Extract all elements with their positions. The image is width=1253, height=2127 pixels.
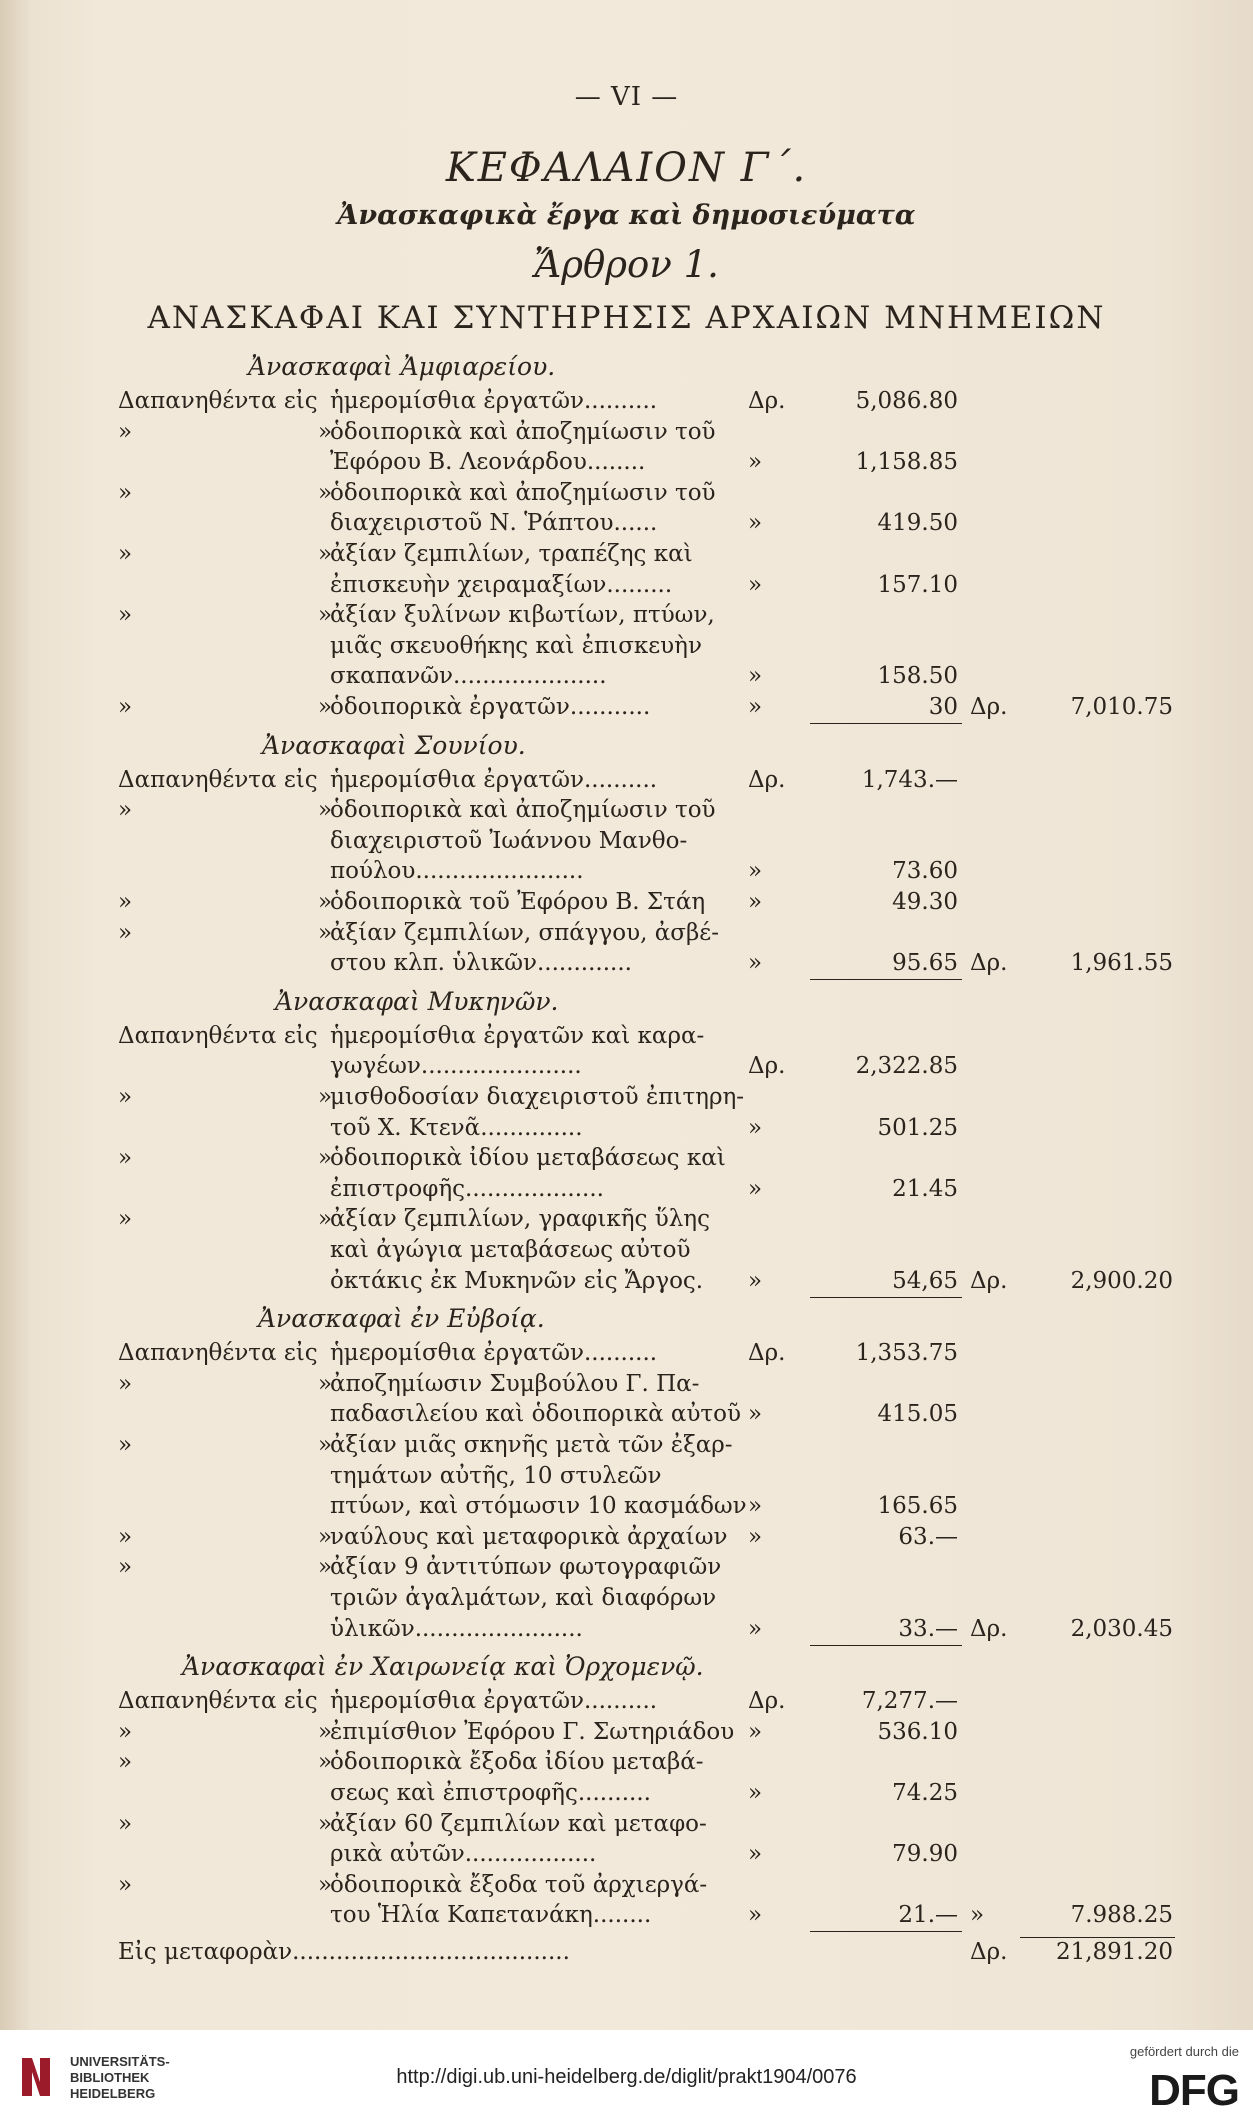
total-currency: » [970, 1902, 985, 1929]
row-description: του Ἡλία Καπετανάκη........ [330, 1902, 652, 1929]
row-description: ὁδοιπορικὰ καὶ ἀποζημίωσιν τοῦ [330, 797, 716, 824]
section-title: Ἀνασκαφαὶ Σουνίου. [262, 730, 526, 760]
item-amount: 63.— [898, 1523, 958, 1550]
row-description: ἀξίαν ζεμπιλίων, τραπέζης καὶ [330, 541, 693, 567]
item-amount: 419.50 [877, 510, 958, 537]
ledger-row [0, 1206, 1253, 1236]
item-amount: 79.90 [892, 1841, 958, 1868]
item-amount: 536.10 [877, 1718, 958, 1745]
row-label: » [118, 541, 133, 567]
row-description: τοῦ Χ. Κτενᾶ.............. [330, 1114, 583, 1141]
ditto-mark: » [318, 919, 333, 946]
row-description: ρικὰ αὐτῶν.................. [330, 1841, 597, 1868]
row-label: Δαπανηθέντα εἰς [118, 388, 318, 414]
row-description: ἀξίαν ζεμπιλίων, σπάγγου, ἀσβέ- [330, 919, 719, 946]
currency-mark: » [748, 1114, 763, 1141]
chapter-title: ΚΕΦΑΛΑΙΟΝ Γ΄. [445, 145, 808, 191]
row-label: Δαπανηθέντα εἰς [118, 1340, 318, 1367]
carry-forward-label: Εἰς μεταφορὰν...................................... [118, 1939, 570, 1965]
currency-mark: » [748, 571, 763, 598]
item-amount: 415.05 [877, 1401, 958, 1428]
ledger-row [0, 602, 1253, 632]
ledger-row [0, 767, 1253, 797]
ledger-row [0, 1176, 1253, 1206]
chapter-subtitle: Ἀνασκαφικὰ ἔργα καὶ δημοσιεύματα [337, 200, 916, 231]
section-title: Ἀνασκαφαὶ Μυκηνῶν. [275, 986, 559, 1016]
row-label: » [118, 919, 133, 946]
ledger-row [0, 1524, 1253, 1554]
ledger-row [0, 510, 1253, 540]
section-title: Ἀνασκαφαὶ Ἀμφιαρείου. [248, 352, 556, 381]
dfg-logo: DFG [1149, 2066, 1239, 2115]
ledger-row [0, 1719, 1253, 1749]
item-amount: 21.— [898, 1902, 958, 1929]
row-label: Δαπανηθέντα εἰς [118, 1022, 318, 1049]
ledger-row [0, 889, 1253, 919]
row-description: καὶ ἀγώγια μεταβάσεως αὐτοῦ [330, 1237, 691, 1263]
row-label: » [118, 1749, 133, 1776]
item-amount: 49.30 [892, 889, 958, 915]
ditto-mark: » [318, 694, 333, 720]
row-description: ἀξίαν ξυλίνων κιβωτίων, πτύων, [330, 602, 715, 629]
ledger-row [0, 1463, 1253, 1493]
item-amount: 1,743.— [861, 766, 958, 793]
page-number: — VI — [574, 82, 679, 112]
item-amount: 21.45 [892, 1175, 958, 1202]
row-description: ὁδοιπορικὰ ἰδίου μεταβάσεως καὶ [330, 1145, 726, 1172]
ditto-mark: » [318, 541, 333, 567]
row-description: ἐπιμίσθιον Ἐφόρου Γ. Σωτηριάδου [330, 1718, 735, 1745]
row-description: ἡμερομίσθια ἐργατῶν καὶ καρα- [330, 1022, 705, 1049]
currency-mark: Δρ. [748, 766, 786, 793]
carry-forward-currency: Δρ. [970, 1939, 1008, 1965]
main-heading: ΑΝΑΣΚΑΦΑΙ ΚΑΙ ΣΥΝΤΗΡΗΣΙΣ ΑΡΧΑΙΩΝ ΜΝΗΜΕΙΩΝ [147, 300, 1106, 336]
row-description: τημάτων αὐτῆς, 10 στυλεῶν [330, 1462, 662, 1489]
row-description: ὁδοιπορικὰ καὶ ἀποζημίωσιν τοῦ [330, 418, 716, 445]
ditto-mark: » [318, 1370, 333, 1397]
row-description: ὁδοιπορικὰ ἔξοδα τοῦ ἀρχιεργά- [330, 1871, 708, 1898]
row-description: πούλου....................... [330, 858, 584, 885]
ledger-row [0, 663, 1253, 693]
ledger-row [0, 1023, 1253, 1053]
row-description: ὑλικῶν....................... [330, 1615, 583, 1642]
item-amount: 158.50 [877, 663, 958, 690]
row-description: στου κλπ. ὑλικῶν............. [330, 950, 632, 977]
row-description: ἡμερομίσθια ἐργατῶν.......... [330, 766, 658, 793]
section-total: 7,010.75 [1070, 694, 1173, 720]
ledger-row [0, 480, 1253, 510]
currency-mark: » [748, 1401, 763, 1428]
ledger-row [0, 797, 1253, 827]
row-label: Δαπανηθέντα εἰς [118, 766, 318, 793]
row-description: τριῶν ἀγαλμάτων, καὶ διαφόρων [330, 1585, 717, 1611]
ledger-row [0, 828, 1253, 858]
ledger-row [0, 1493, 1253, 1523]
row-description: ἀξίαν 60 ζεμπιλίων καὶ μεταφο- [330, 1810, 707, 1837]
currency-mark: » [748, 1175, 763, 1202]
item-amount: 157.10 [877, 571, 958, 598]
currency-mark: » [748, 1493, 763, 1520]
ditto-mark: » [318, 418, 333, 445]
ledger-row [0, 1811, 1253, 1841]
ditto-mark: » [318, 1749, 333, 1776]
row-label: » [118, 1145, 133, 1172]
ditto-mark: » [318, 1871, 333, 1898]
row-label: » [118, 1523, 133, 1550]
row-label: » [118, 602, 133, 629]
row-description: μισθοδοσίαν διαχειριστοῦ ἐπιτηρη- [330, 1084, 745, 1110]
item-amount: 501.25 [877, 1114, 958, 1141]
ledger-row [0, 1268, 1253, 1298]
ditto-mark: » [318, 1432, 333, 1458]
row-description: σκαπανῶν..................... [330, 663, 607, 690]
total-currency: Δρ. [970, 1615, 1008, 1642]
ditto-mark: » [318, 479, 333, 506]
section-total: 2,030.45 [1070, 1615, 1173, 1642]
ditto-mark: » [318, 797, 333, 824]
source-url[interactable]: http://digi.ub.uni-heidelberg.de/diglit/prakt1904/0076 [396, 2066, 857, 2088]
ledger-row [0, 858, 1253, 888]
currency-mark: » [748, 449, 763, 476]
row-description: διαχειριστοῦ Ἰωάννου Μανθο- [330, 827, 688, 854]
ledger-row [0, 1145, 1253, 1175]
total-currency: Δρ. [970, 1267, 1008, 1294]
ledger-row [0, 388, 1253, 418]
total-currency: Δρ. [970, 950, 1008, 977]
row-description: ἀποζημίωσιν Συμβούλου Γ. Πα- [330, 1370, 700, 1397]
row-description: ὁδοιπορικὰ τοῦ Ἐφόρου Β. Στάη [330, 889, 706, 915]
ledger-row [0, 1749, 1253, 1779]
currency-mark: Δρ. [748, 1053, 786, 1080]
row-description: ἐπιστροφῆς................... [330, 1175, 604, 1202]
currency-mark: Δρ. [748, 1340, 786, 1367]
row-label: » [118, 479, 133, 506]
carry-forward-row [0, 1939, 1253, 1969]
ledger-row [0, 1841, 1253, 1871]
row-description: ἐπισκευὴν χειραμαξίων......... [330, 571, 673, 598]
currency-mark: » [748, 1523, 763, 1550]
section-total: 7.988.25 [1070, 1902, 1173, 1929]
row-description: μιᾶς σκευοθήκης καὶ ἐπισκευὴν [330, 632, 702, 659]
row-description: διαχειριστοῦ Ν. Ῥάπτου...... [330, 510, 658, 537]
currency-mark: » [748, 1841, 763, 1868]
ditto-mark: » [318, 1523, 333, 1550]
row-label: » [118, 889, 133, 915]
ditto-mark: » [318, 1718, 333, 1745]
row-label: » [118, 694, 133, 720]
grand-total-rule [1020, 1937, 1175, 1938]
ledger-row [0, 1053, 1253, 1083]
ledger-row [0, 1084, 1253, 1114]
ledger-row [0, 419, 1253, 449]
ledger-row [0, 1688, 1253, 1718]
ledger-row [0, 541, 1253, 571]
row-label: » [118, 1871, 133, 1898]
section-total: 1,961.55 [1070, 950, 1173, 977]
item-amount: 5,086.80 [855, 388, 958, 414]
section-title: Ἀνασκαφαὶ ἐν Χαιρωνείᾳ καὶ Ὀρχομενῷ. [182, 1652, 704, 1682]
ledger-row [0, 633, 1253, 663]
currency-mark: Δρ. [748, 1688, 786, 1715]
ledger-row [0, 920, 1253, 950]
row-description: ἀξίαν ζεμπιλίων, γραφικῆς ὕλης [330, 1206, 710, 1233]
item-amount: 95.65 [892, 950, 958, 977]
row-description: ἡμερομίσθια ἐργατῶν.......... [330, 1340, 658, 1367]
funded-by-text: gefördert durch die [1129, 2044, 1239, 2059]
row-description: ἡμερομίσθια ἐργατῶν.......... [330, 1688, 658, 1715]
currency-mark: Δρ. [748, 388, 786, 414]
ledger-row [0, 572, 1253, 602]
item-amount: 1,158.85 [855, 449, 958, 476]
currency-mark: » [748, 858, 763, 885]
section-title: Ἀνασκαφαὶ ἐν Εὐβοίᾳ. [258, 1304, 545, 1334]
row-description: ὁδοιπορικὰ καὶ ἀποζημίωσιν τοῦ [330, 479, 716, 506]
row-description: ὀκτάκις ἐκ Μυκηνῶν εἰς Ἄργος. [330, 1267, 704, 1294]
ledger-row [0, 1401, 1253, 1431]
ledger-row [0, 449, 1253, 479]
ledger-row [0, 1780, 1253, 1810]
item-amount: 74.25 [892, 1780, 958, 1806]
total-currency: Δρ. [970, 694, 1008, 720]
row-description: ἀξίαν 9 ἀντιτύπων φωτογραφιῶν [330, 1554, 722, 1581]
row-description: ἀξίαν μιᾶς σκηνῆς μετὰ τῶν ἐξαρ- [330, 1432, 733, 1458]
ledger-row [0, 1554, 1253, 1584]
row-label: » [118, 418, 133, 445]
row-label: » [118, 1084, 133, 1110]
ledger-row [0, 1902, 1253, 1932]
row-description: ὁδοιπορικὰ ἔξοδα ἰδίου μεταβά- [330, 1749, 704, 1776]
currency-mark: » [748, 663, 763, 690]
ledger-row [0, 950, 1253, 980]
ledger-row [0, 1371, 1253, 1401]
library-name-line1: UNIVERSITÄTS- [70, 2054, 170, 2069]
ditto-mark: » [318, 602, 333, 629]
row-label: » [118, 1810, 133, 1837]
currency-mark: » [748, 1902, 763, 1929]
row-description: σεως καὶ ἐπιστροφῆς.......... [330, 1780, 651, 1806]
ledger-row [0, 1616, 1253, 1646]
currency-mark: » [748, 510, 763, 537]
currency-mark: » [748, 1718, 763, 1745]
ledger-row [0, 1115, 1253, 1145]
ledger-row [0, 1432, 1253, 1462]
row-description: πτύων, καὶ στόμωσιν 10 κασμάδων [330, 1493, 747, 1520]
row-description: ἡμερομίσθια ἐργατῶν.......... [330, 388, 658, 414]
section-total: 2,900.20 [1070, 1267, 1173, 1294]
row-description: παδασιλείου καὶ ὁδοιπορικὰ αὐτοῦ [330, 1401, 741, 1428]
ledger-row [0, 1340, 1253, 1370]
currency-mark: » [748, 1615, 763, 1642]
currency-mark: » [748, 950, 763, 977]
row-label: Δαπανηθέντα εἰς [118, 1688, 318, 1715]
ditto-mark: » [318, 889, 333, 915]
carry-forward-total: 21,891.20 [1055, 1939, 1173, 1965]
row-description: ὁδοιπορικὰ ἐργατῶν........... [330, 694, 651, 720]
ledger-row [0, 1872, 1253, 1902]
item-amount: 165.65 [877, 1493, 958, 1520]
ditto-mark: » [318, 1554, 333, 1581]
row-label: » [118, 797, 133, 824]
currency-mark: » [748, 694, 763, 720]
ditto-mark: » [318, 1084, 333, 1110]
currency-mark: » [748, 1780, 763, 1806]
ledger-row [0, 694, 1253, 724]
row-label: » [118, 1554, 133, 1581]
library-name-line2: BIBLIOTHEK [70, 2070, 150, 2085]
item-amount: 1,353.75 [855, 1340, 958, 1367]
ledger-row [0, 1585, 1253, 1615]
item-amount: 54,65 [892, 1267, 958, 1294]
item-amount: 30 [928, 694, 958, 720]
currency-mark: » [748, 889, 763, 915]
row-description: γωγέων...................... [330, 1053, 582, 1080]
row-label: » [118, 1718, 133, 1745]
row-label: » [118, 1432, 133, 1458]
row-description: ναύλους καὶ μεταφορικὰ ἀρχαίων [330, 1523, 728, 1550]
ditto-mark: » [318, 1206, 333, 1233]
currency-mark: » [748, 1267, 763, 1294]
row-description: Ἐφόρου Β. Λεονάρδου........ [330, 449, 646, 476]
item-amount: 33.— [898, 1615, 958, 1642]
article-title: Ἄρθρον 1. [534, 243, 719, 286]
item-amount: 2,322.85 [855, 1053, 958, 1080]
ditto-mark: » [318, 1145, 333, 1172]
item-amount: 73.60 [892, 858, 958, 885]
footer-bar [0, 2030, 1253, 2127]
library-name-line3: HEIDELBERG [70, 2086, 156, 2101]
item-amount: 7,277.— [861, 1688, 958, 1715]
row-label: » [118, 1206, 133, 1233]
ledger-row [0, 1237, 1253, 1267]
ditto-mark: » [318, 1810, 333, 1837]
row-label: » [118, 1370, 133, 1397]
